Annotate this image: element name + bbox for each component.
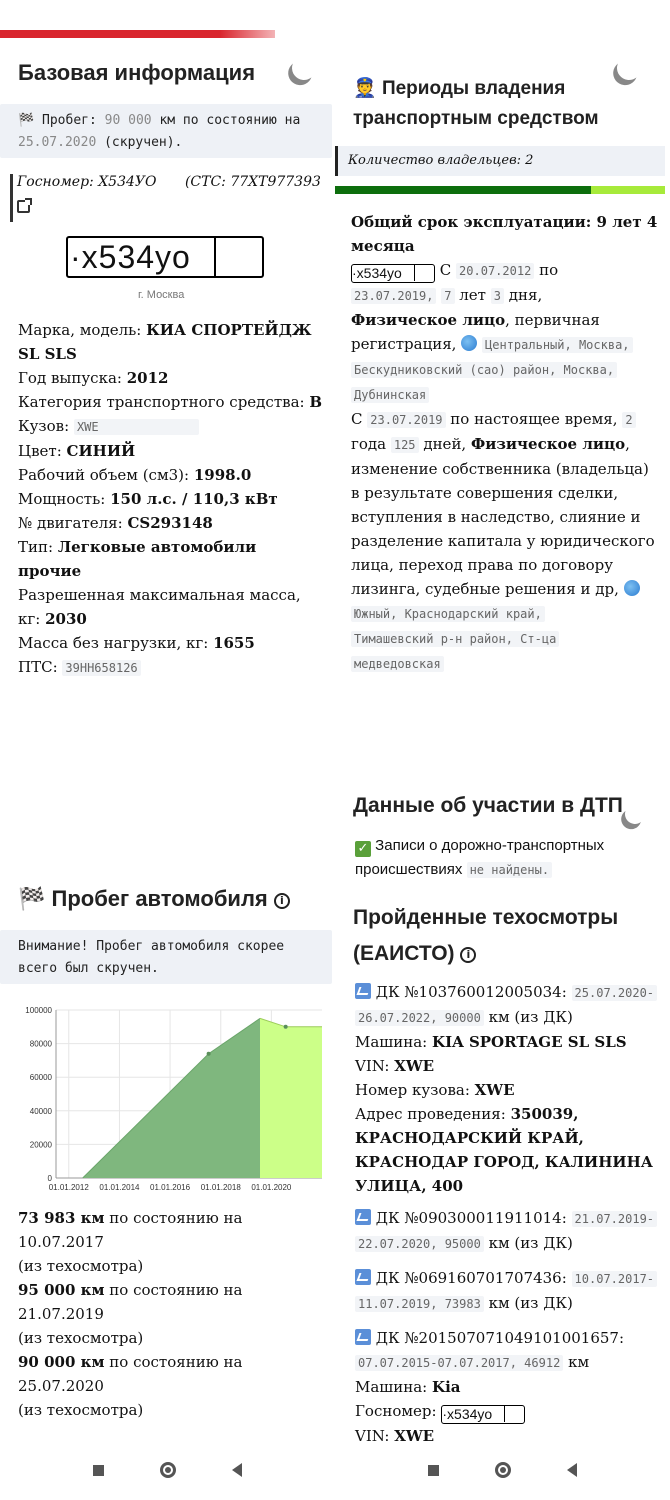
globe-icon: [461, 335, 477, 351]
ownership-details: [351, 210, 661, 676]
spec-make-model: Марка, модель: КИА СПОРТЕЙДЖ SL SLS: [18, 321, 312, 363]
spec-mass: Масса без нагрузки, кг: 1655: [18, 634, 255, 652]
inspection-list: [355, 980, 665, 1448]
spec-body: Кузов: XWE: [18, 414, 323, 439]
x-tick-label: 01.01.2012: [48, 1183, 89, 1192]
section-title-mileage: 🏁 Пробег автомобиля i: [18, 886, 290, 912]
inspection-item: ДК №103760012005034: 25.07.2020- 26.07.2022, 90000 км (из ДК) Машина: KIA SPORTAGE SL SLS VIN: XWE Номер кузова: XWE Адрес проведения: 350039, КРАСНОДАРСКИЙ КРАЙ, КРАСНОДАР ГОРОД, КАЛИНИНА УЛИЦА, 400: [355, 980, 665, 1198]
mileage-record: 73 983 км по состоянию на 10.07.2017 (из техосмотра): [18, 1209, 243, 1275]
info-icon[interactable]: i: [460, 947, 476, 963]
plate-number: ·x534yo: [70, 239, 191, 275]
plate-small: ·x534yo: [441, 1405, 525, 1424]
owners-timeline-light: [591, 186, 665, 194]
right-bottom-panel: [335, 700, 670, 1445]
y-tick-label: 100000: [25, 1006, 52, 1015]
y-tick-label: 60000: [29, 1073, 52, 1083]
y-tick-label: 0: [47, 1174, 52, 1183]
license-plate: [66, 236, 264, 278]
mileage-record: 90 000 км по состоянию на 25.07.2020 (из техосмотра): [18, 1353, 243, 1419]
x-tick-label: 01.01.2014: [99, 1183, 140, 1192]
chart-icon: [355, 983, 371, 999]
back-button[interactable]: [232, 1463, 242, 1477]
data-point: [207, 1052, 211, 1056]
left-top-panel: [0, 0, 335, 700]
external-link-icon[interactable]: [17, 200, 30, 213]
x-tick-label: 01.01.2016: [150, 1183, 191, 1192]
section-title-ownership: 👮 Периоды владения транспортным средством: [353, 78, 599, 129]
dark-mode-icon[interactable]: [623, 802, 647, 826]
spec-color: Цвет: СИНИЙ: [18, 442, 136, 460]
mileage-chart: [0, 1000, 335, 1200]
dark-mode-icon[interactable]: [614, 53, 643, 82]
x-tick-label: 01.01.2018: [200, 1183, 241, 1192]
ownership-period-2: С 23.07.2019 по настоящее время, 2 года 125 дней, Физическое лицо, изменение собственника (владельца) в результате совершения сделки, вступления в наследство, слияние и разделение капитала у юридического лица, переход права по договору лизинга, судебные решения и др, Южный, Краснодарский край, Тимашевский р-н район, Ст-ца медведовская: [351, 410, 655, 671]
chart-icon: [355, 1329, 371, 1345]
spec-category: Категория транспортного средства: B: [18, 393, 323, 411]
top-accent-bar: [0, 30, 275, 38]
inspection-item: ДК №201507071049101001657: 07.07.2015-07.07.2017, 46912 км Машина: Kia Госномер: ·x534yo VIN: XWE: [355, 1329, 625, 1445]
home-button[interactable]: [160, 1462, 176, 1478]
plate-city: г. Москва: [138, 289, 185, 301]
spec-year: Год выпуска: 2012: [18, 369, 169, 387]
area-series: [83, 1018, 260, 1178]
system-nav-bar: [0, 1440, 670, 1500]
police-officer-icon: 👮: [353, 78, 377, 99]
recent-apps-button[interactable]: [428, 1465, 439, 1476]
owners-timeline-dark: [335, 186, 591, 194]
dark-mode-icon[interactable]: [289, 53, 318, 82]
inspection-item: ДК №090300011911014: 21.07.2019- 22.07.2020, 95000 км (из ДК): [355, 1206, 665, 1256]
check-icon: ✓: [355, 841, 371, 857]
home-button[interactable]: [495, 1462, 511, 1478]
right-top-panel: [335, 0, 670, 700]
spec-max-mass: Разрешенная максимальная масса, кг: 2030: [18, 586, 301, 628]
spec-volume: Рабочий объем (см3): 1998.0: [18, 466, 252, 484]
mileage-warning: Внимание! Пробег автомобиля скорее всего был скручен.: [0, 930, 332, 984]
dtp-result: ✓ Записи о дорожно-транспортных происшествиях не найдены.: [355, 837, 605, 878]
sts-text: (СТС: 77ХТ977393: [184, 174, 321, 190]
checkered-flag-icon: 🏁: [18, 113, 35, 128]
recent-apps-button[interactable]: [93, 1465, 104, 1476]
y-tick-label: 20000: [29, 1140, 52, 1150]
spec-pts: ПТС: 39НН658126: [18, 655, 323, 680]
area-series: [260, 1018, 322, 1178]
globe-icon: [624, 580, 640, 596]
info-icon[interactable]: i: [274, 893, 290, 909]
total-term: Общий срок эксплуатации: 9 лет 4 месяца: [351, 213, 658, 255]
y-tick-label: 80000: [29, 1039, 52, 1049]
y-tick-label: 40000: [29, 1106, 52, 1116]
mileage-record: 95 000 км по состоянию на 21.07.2019 (из техосмотра): [18, 1281, 243, 1347]
mileage-note: 🏁 Пробег: 90 000 км по состоянию на 25.07.2020 (скручен).: [0, 104, 332, 158]
left-bottom-panel: [0, 700, 335, 1440]
spec-type: Тип: Легковые автомобили прочие: [18, 538, 257, 580]
gosnomer-text: Госномер: Х534УО: [17, 174, 157, 190]
section-title-basic-info: Базовая информация: [18, 60, 256, 85]
spec-power: Мощность: 150 л.с. / 110,3 кВт: [18, 490, 278, 508]
registration-block: [10, 174, 332, 222]
inspection-item: ДК №069160701707436: 10.07.2017- 11.07.2019, 73983 км (из ДК): [355, 1266, 665, 1316]
section-title-dtp: Данные об участии в ДТП: [353, 794, 623, 817]
x-tick-label: 01.01.2020: [251, 1183, 292, 1192]
specs-list: [18, 318, 323, 680]
owners-count: Количество владельцев: 2: [335, 146, 665, 176]
spec-engine-number: № двигателя: CS293148: [18, 514, 213, 532]
chart-icon: [355, 1209, 371, 1225]
chart-icon: [355, 1269, 371, 1285]
ownership-period-1: ·x534yo С 20.07.2012 по 23.07.2019, 7 лет 3 дня, Физическое лицо, первичная регистрация, Центральный, Москва, Бескудниковский (сао) район, Москва, Дубнинская: [351, 258, 661, 407]
mileage-records: [18, 1206, 328, 1422]
data-point: [284, 1025, 288, 1029]
back-button[interactable]: [567, 1463, 577, 1477]
plate-small: ·x534yo: [351, 264, 435, 283]
checkered-flag-icon: 🏁: [18, 886, 46, 911]
section-title-eaisto: Пройденные техосмотры (ЕАИСТО) i: [353, 906, 619, 965]
